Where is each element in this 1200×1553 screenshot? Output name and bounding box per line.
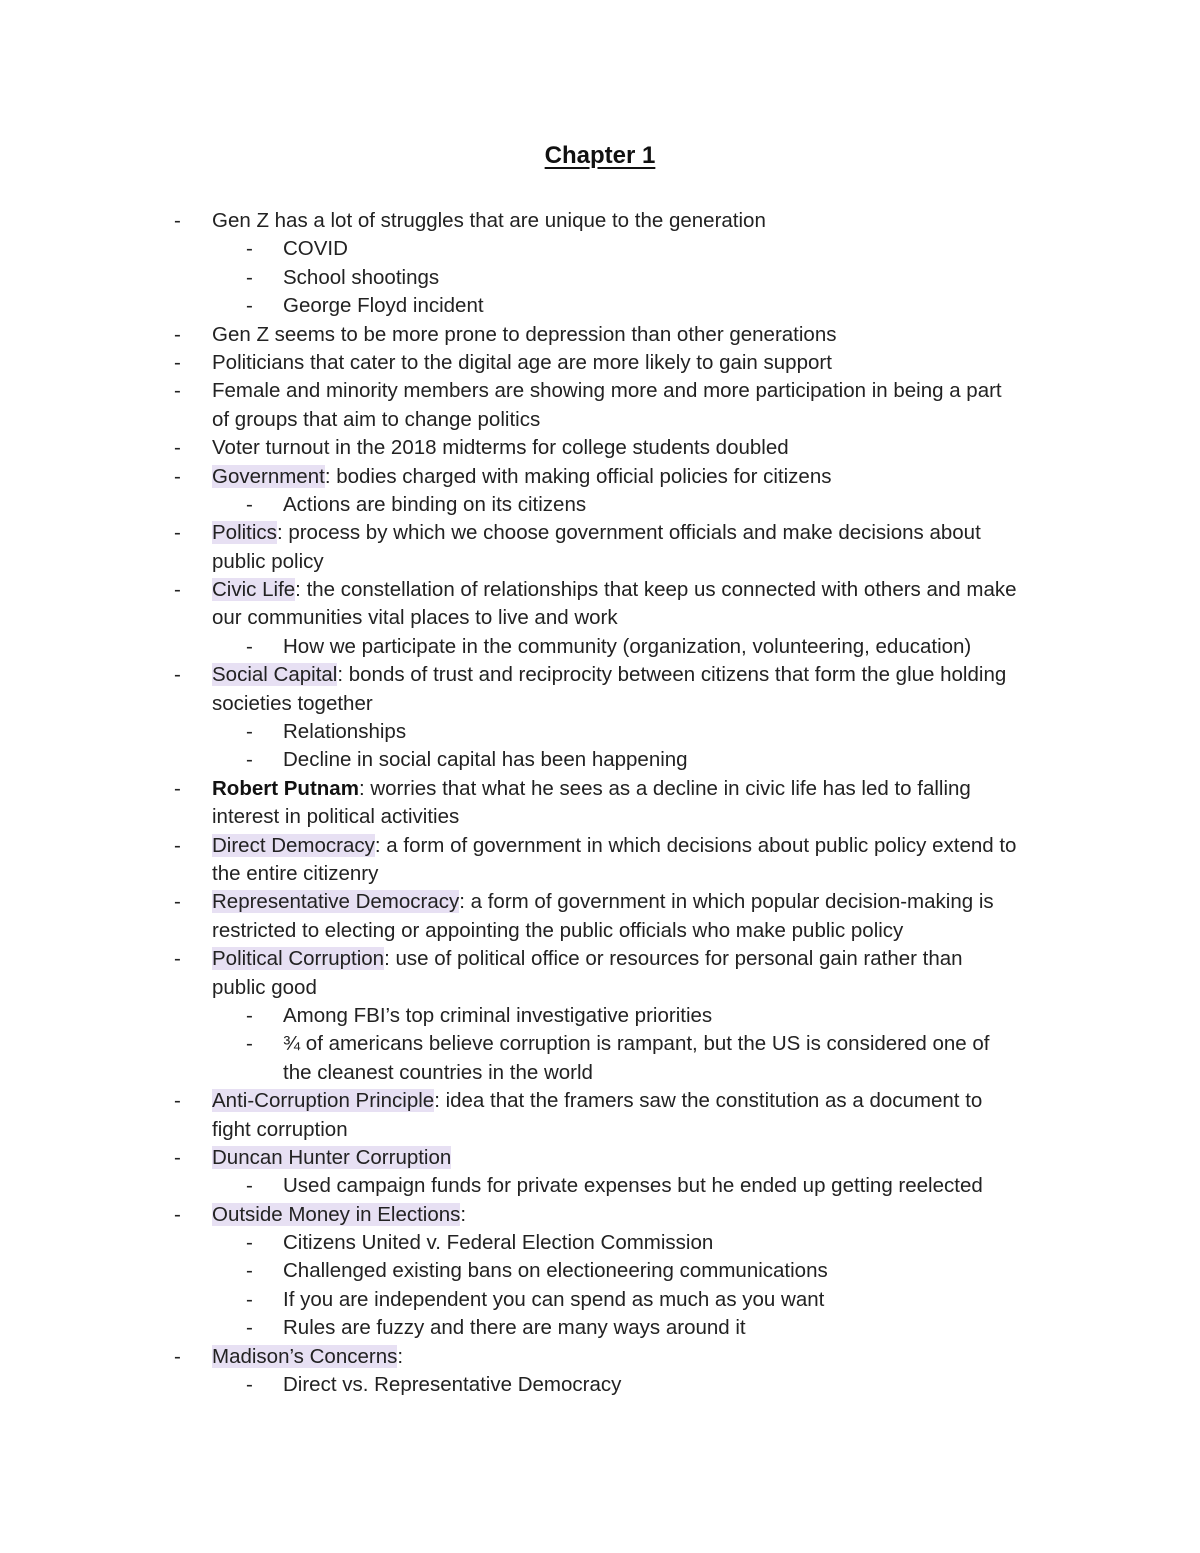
highlighted-term: Anti-Corruption Principle [212, 1089, 435, 1113]
item-text [212, 377, 1002, 405]
continuation-line [0, 860, 1200, 888]
item-text [283, 1314, 746, 1342]
bullet-item [0, 207, 1200, 235]
bullet-dash: - [174, 322, 181, 346]
item-text [212, 1116, 348, 1144]
highlighted-term: Political Corruption [212, 947, 385, 971]
item-text-segment: : [397, 1344, 404, 1368]
sub-bullet-item [0, 1314, 1200, 1342]
highlighted-term: Government [212, 464, 325, 488]
sub-bullet-item [0, 1030, 1200, 1058]
sub-bullet-item [0, 1371, 1200, 1399]
bullet-dash: - [246, 748, 253, 772]
item-text-segment: : use of political office or resources for personal gain rather than [384, 947, 963, 971]
sub-bullet-item [0, 1172, 1200, 1200]
item-text [212, 207, 766, 235]
sub-bullet-item [0, 1257, 1200, 1285]
item-text [283, 235, 348, 263]
sub-bullet-item [0, 718, 1200, 746]
continuation-line [0, 974, 1200, 1002]
item-text-segment: : idea that the framers saw the constitution as a document to [434, 1089, 983, 1113]
item-text-segment: : bodies charged with making official policies for citizens [324, 464, 832, 488]
item-text-segment: Rules are fuzzy and there are many ways around it [283, 1316, 746, 1340]
item-text-segment: Actions are binding on its citizens [283, 492, 587, 516]
item-text-segment: Decline in social capital has been happening [283, 748, 688, 772]
item-text [212, 832, 1016, 860]
continuation-line [0, 917, 1200, 945]
item-text [283, 1030, 990, 1058]
bullet-item [0, 519, 1200, 547]
bullet-dash: - [174, 436, 181, 460]
item-text [283, 1257, 828, 1285]
item-text-segment: Direct vs. Representative Democracy [283, 1373, 622, 1397]
item-text [283, 1059, 593, 1087]
bullet-item [0, 888, 1200, 916]
highlighted-term: Duncan Hunter Corruption [212, 1145, 452, 1169]
item-text-segment: : a form of government in which decisions about public policy extend to [374, 833, 1017, 857]
item-text [212, 321, 836, 349]
item-text-segment: : worries that what he sees as a decline in civic life has led to falling [358, 776, 971, 800]
item-text-segment: Used campaign funds for private expenses but he ended up getting reelected [283, 1174, 983, 1198]
item-text [283, 1229, 713, 1257]
item-text-segment: Voter turnout in the 2018 midterms for college students doubled [212, 436, 789, 460]
continuation-line [0, 1059, 1200, 1087]
item-text-segment: Citizens United v. Federal Election Commission [283, 1231, 714, 1255]
bullet-dash: - [174, 833, 181, 857]
item-text [212, 1144, 451, 1172]
item-text [283, 1286, 824, 1314]
item-text [212, 519, 981, 547]
item-text [212, 917, 903, 945]
continuation-line [0, 690, 1200, 718]
bullet-dash: - [174, 209, 181, 232]
item-text [212, 434, 789, 462]
item-text [212, 690, 373, 718]
item-text-segment: public good [212, 975, 317, 999]
bullet-dash: - [246, 634, 253, 658]
item-text [212, 1201, 466, 1229]
sub-bullet-item [0, 746, 1200, 774]
item-text-segment: public policy [212, 549, 324, 573]
item-text [212, 1343, 403, 1371]
item-text [212, 1087, 982, 1115]
bullet-dash: - [246, 265, 253, 289]
bullet-dash: - [174, 521, 181, 545]
sub-bullet-item [0, 1286, 1200, 1314]
bullet-dash: - [174, 947, 181, 971]
item-text-segment: Gen Z has a lot of struggles that are unique to the generation [212, 209, 766, 232]
bullet-dash: - [174, 1202, 181, 1226]
bullet-dash: - [246, 1373, 253, 1397]
bullet-item [0, 1144, 1200, 1172]
bullet-dash: - [246, 1259, 253, 1283]
continuation-line [0, 548, 1200, 576]
item-text-segment: Politicians that cater to the digital age are more likely to gain support [212, 350, 832, 374]
item-text [212, 604, 618, 632]
item-text-segment: George Floyd incident [283, 294, 484, 318]
item-text-segment: societies together [212, 691, 373, 715]
item-text-segment: the cleanest countries in the world [283, 1060, 593, 1084]
item-text [283, 746, 688, 774]
item-text-segment: Relationships [283, 720, 407, 744]
bold-term: Robert Putnam [212, 776, 359, 800]
item-text-segment: Challenged existing bans on electioneering communications [283, 1259, 828, 1283]
bullet-item [0, 321, 1200, 349]
continuation-line [0, 803, 1200, 831]
item-text-segment: : [460, 1202, 467, 1226]
bullet-item [0, 775, 1200, 803]
item-text-segment: : the constellation of relationships that keep us connected with others and make [295, 578, 1017, 602]
item-text-segment: restricted to electing or appointing the public officials who make public policy [212, 918, 904, 942]
item-text-segment: ¾ of americans believe corruption is rampant, but the US is considered one of [283, 1032, 990, 1056]
item-text-segment: School shootings [283, 265, 440, 289]
item-text [212, 945, 963, 973]
sub-bullet-item [0, 491, 1200, 519]
bullet-item [0, 945, 1200, 973]
bullet-item [0, 349, 1200, 377]
item-text-segment: : a form of government in which popular decision-making is [459, 890, 994, 914]
item-text [283, 292, 484, 320]
highlighted-term: Outside Money in Elections [212, 1202, 461, 1226]
item-text-segment: If you are independent you can spend as much as you want [283, 1287, 825, 1311]
bullet-dash: - [174, 776, 181, 800]
item-text [283, 718, 406, 746]
highlighted-term: Civic Life [212, 578, 296, 602]
item-text [212, 576, 1017, 604]
sub-bullet-item [0, 292, 1200, 320]
continuation-line [0, 1116, 1200, 1144]
item-text [283, 1002, 712, 1030]
bullet-dash: - [246, 1231, 253, 1255]
sub-bullet-item [0, 1229, 1200, 1257]
highlighted-term: Politics [212, 521, 277, 545]
item-text-segment: interest in political activities [212, 805, 460, 829]
bullet-dash: - [174, 578, 181, 602]
sub-bullet-item [0, 264, 1200, 292]
bullet-dash: - [246, 720, 253, 744]
item-text [283, 491, 586, 519]
bullet-item [0, 1343, 1200, 1371]
item-text [212, 860, 378, 888]
bullet-item [0, 377, 1200, 405]
highlighted-term: Representative Democracy [212, 890, 460, 914]
bullet-dash: - [174, 890, 181, 914]
item-text [212, 888, 994, 916]
bullet-item [0, 463, 1200, 491]
item-text [212, 548, 324, 576]
bullet-dash: - [174, 1344, 181, 1368]
highlighted-term: Madison’s Concerns [212, 1344, 398, 1368]
item-text [212, 974, 317, 1002]
item-text-segment: our communities vital places to live and work [212, 606, 618, 630]
item-text [212, 463, 832, 491]
bullet-item [0, 1087, 1200, 1115]
item-text [212, 775, 971, 803]
item-text [212, 406, 540, 434]
bullet-item [0, 576, 1200, 604]
notes-list [0, 207, 1200, 1399]
item-text [283, 264, 439, 292]
bullet-dash: - [246, 1174, 253, 1198]
item-text-segment: Female and minority members are showing more and more participation in being a part [212, 379, 1002, 403]
bullet-dash: - [246, 1032, 253, 1056]
highlighted-term: Social Capital [212, 663, 338, 687]
bullet-item [0, 832, 1200, 860]
bullet-dash: - [246, 237, 253, 261]
bullet-dash: - [246, 294, 253, 318]
bullet-item [0, 1201, 1200, 1229]
item-text-segment: the entire citizenry [212, 861, 379, 885]
item-text-segment: : process by which we choose government officials and make decisions about [276, 521, 981, 545]
item-text [212, 803, 459, 831]
item-text-segment: of groups that aim to change politics [212, 407, 541, 431]
item-text-segment: : bonds of trust and reciprocity between citizens that form the glue holding [337, 663, 1007, 687]
item-text [283, 633, 971, 661]
item-text [283, 1172, 983, 1200]
bullet-dash: - [174, 663, 181, 687]
highlighted-term: Direct Democracy [212, 833, 375, 857]
continuation-line [0, 604, 1200, 632]
bullet-dash: - [246, 492, 253, 516]
continuation-line [0, 406, 1200, 434]
item-text-segment: Among FBI’s top criminal investigative priorities [283, 1003, 713, 1027]
item-text-segment: COVID [283, 237, 348, 261]
bullet-dash: - [174, 1145, 181, 1169]
bullet-item [0, 434, 1200, 462]
sub-bullet-item [0, 235, 1200, 263]
item-text [212, 661, 1006, 689]
page-title: Chapter 1 [544, 142, 656, 169]
bullet-dash: - [174, 350, 181, 374]
bullet-dash: - [246, 1003, 253, 1027]
item-text [212, 349, 832, 377]
item-text-segment: How we participate in the community (organization, volunteering, education) [283, 634, 972, 658]
bullet-item [0, 661, 1200, 689]
bullet-dash: - [174, 464, 181, 488]
bullet-dash: - [174, 379, 181, 403]
bullet-dash: - [246, 1287, 253, 1311]
bullet-dash: - [174, 1089, 181, 1113]
sub-bullet-item [0, 1002, 1200, 1030]
item-text-segment: fight corruption [212, 1117, 348, 1141]
bullet-dash: - [246, 1316, 253, 1340]
sub-bullet-item [0, 633, 1200, 661]
item-text [283, 1371, 621, 1399]
item-text-segment: Gen Z seems to be more prone to depression than other generations [212, 322, 837, 346]
